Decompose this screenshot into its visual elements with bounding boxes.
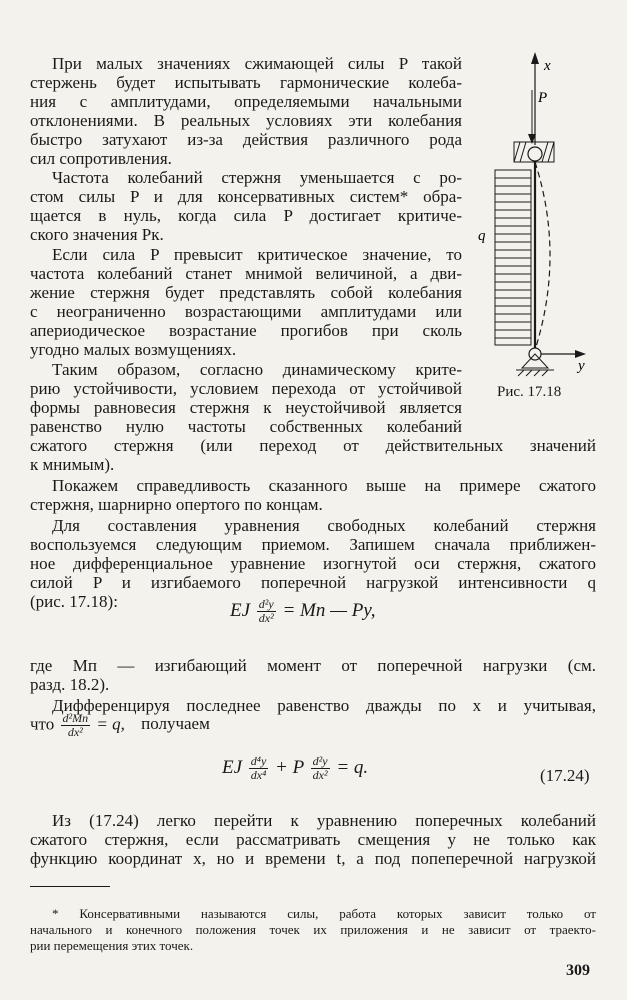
text-line: щается в нуль, когда сила P достигает критиче- (30, 206, 462, 225)
text-line: формы равновесия стержня к неустойчивой является (30, 398, 462, 417)
eq2-fraction (61, 712, 91, 739)
text-line: Покажем справедливость сказанного выше на примере сжатого (52, 476, 596, 495)
text-line: ского значения Pк. (30, 225, 164, 244)
text-line: стом силы P и для консервативных систем* обра- (30, 187, 462, 206)
eq2-denominator: dx² (67, 725, 83, 739)
eq2-prefix: что (30, 714, 55, 734)
figure-label-x: x (544, 58, 551, 74)
equation-number: (17.24) (540, 766, 590, 785)
footnote-line: рии перемещения этих точек. (30, 938, 194, 953)
eq3-numerator-2: d²y (312, 754, 328, 768)
text-line: Если сила P превысит критическое значение, то (52, 245, 462, 264)
eq3-rhs: = q. (336, 756, 369, 778)
text-line: стержень будет испытывать гармонические колеба- (30, 73, 462, 92)
equation-17-24 (222, 755, 368, 782)
eq3-denominator-2: dx² (312, 768, 328, 782)
text-line: ния с амплитудами, определяемыми начальными (30, 92, 462, 111)
eq2-numerator: d²Mп (62, 711, 89, 725)
figure-17-18 (470, 50, 600, 380)
text-line: (рис. 17.18): (30, 592, 118, 611)
text-line: где Mп — изгибающий момент от поперечной нагрузки (см. (30, 656, 596, 675)
text-line: к мнимым). (30, 455, 115, 474)
eq3-denominator-1: dx⁴ (250, 768, 267, 782)
eq3-fraction-1 (249, 755, 269, 782)
text-line: отклонениями. В реальных условиях эти колебания (30, 111, 462, 130)
eq3-plus: + P (275, 756, 304, 778)
eq2-suffix: получаем (141, 714, 210, 734)
text-line: быстро затухают из-за действия различного рода (30, 130, 462, 149)
text-line: рию устойчивости, условием перехода от устойчивой (30, 379, 462, 398)
text-line: сжатого стержня (или переход от действительных значений (30, 436, 596, 455)
eq3-coef: EJ (222, 756, 243, 778)
text-line: силой P и изгибаемого поперечной нагрузкой интенсивности q (30, 573, 596, 592)
text-line: При малых значениях сжимающей силы P такой (52, 54, 462, 73)
text-line: Дифференцируя последнее равенство дважды по x и учитывая, (52, 696, 596, 715)
eq2-rhs: = q, (96, 714, 125, 734)
text-line: сжатого стержня, если рассматривать смещения y не только как (30, 830, 596, 849)
equation-1 (230, 598, 376, 625)
figure-label-y: y (578, 358, 585, 374)
text-line: Для составления уравнения свободных колебаний стержня (52, 516, 596, 535)
eq1-coef: EJ (230, 599, 251, 621)
footnote-line: * Консервативными называются силы, работа которых зависит только от (52, 906, 596, 921)
figure-label-p: P (538, 90, 548, 106)
text-line: стержня, шарнирно опертого по концам. (30, 495, 323, 514)
figure-label-q: q (478, 228, 486, 244)
figure-caption: Рис. 17.18 (497, 384, 562, 400)
text-line: разд. 18.2). (30, 675, 110, 694)
text-line: Из (17.24) легко перейти к уравнению поперечных колебаний (52, 811, 596, 830)
equation-2-line (30, 712, 210, 739)
text-line: апериодическое возрастание прогибов при сколь (30, 321, 462, 340)
eq1-rhs: = Mп — Py, (282, 599, 376, 621)
text-line: Частота колебаний стержня уменьшается с ро- (52, 168, 462, 187)
text-line: жение стержня будет представлять собой колебания (30, 283, 462, 302)
text-line: воспользуемся следующим приемом. Запишем сначала приближен- (30, 535, 596, 554)
text-line: ное дифференциальное уравнение изогнутой оси стержня, сжатого (30, 554, 596, 573)
eq1-denominator: dx² (258, 611, 274, 625)
text-line: Таким образом, согласно динамическому крите- (52, 360, 462, 379)
footnote-rule (30, 886, 110, 887)
text-line: с неограниченно возрастающими амплитудами или (30, 302, 462, 321)
eq3-fraction-2 (311, 755, 330, 782)
text-line: равенство нулю частоты собственных колебаний (30, 417, 462, 436)
text-line: функцию координат x, но и времени t, а под попеперечной нагрузкой (30, 849, 596, 868)
text-line: сил сопротивления. (30, 149, 172, 168)
text-line: угодно малых возмущениях. (30, 340, 237, 359)
page-number: 309 (566, 962, 590, 979)
text-line: частота колебаний станет мнимой величиной, а дви- (30, 264, 462, 283)
eq3-numerator-1: d⁴y (250, 754, 267, 768)
eq1-fraction (257, 598, 276, 625)
eq1-numerator: d²y (258, 597, 274, 611)
footnote-line: начального и конечного положения точек их приложения и не зависит от траекто- (30, 922, 596, 937)
